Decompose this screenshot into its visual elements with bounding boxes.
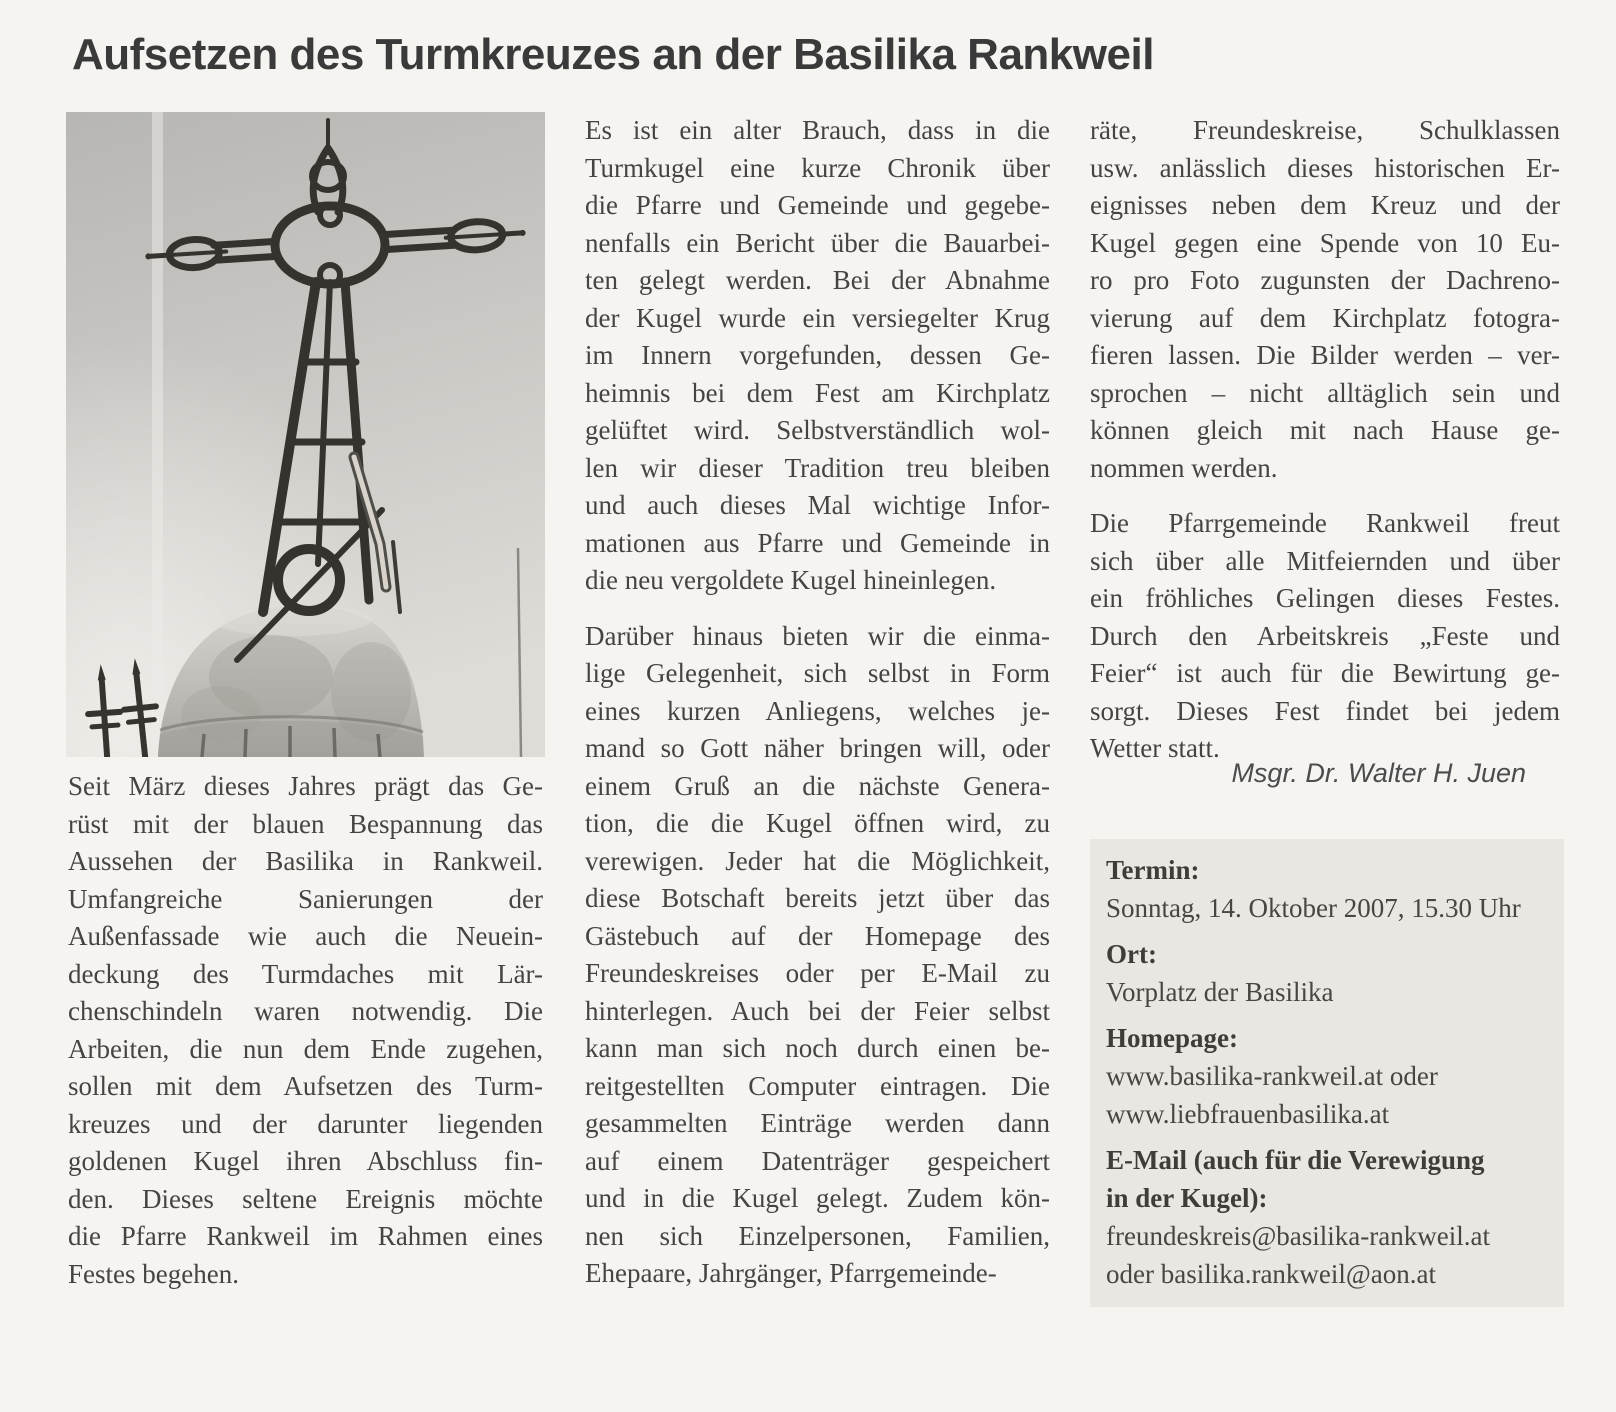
author-signature: Msgr. Dr. Walter H. Juen <box>1231 758 1526 788</box>
info-value: Sonntag, 14. Oktober 2007, 15.30 Uhr <box>1106 893 1521 923</box>
info-section <box>1106 935 1546 1011</box>
info-section <box>1106 1019 1546 1133</box>
text-line: fieren lassen. Die Bilder werden – ver- <box>1090 340 1560 370</box>
text-line: können gleich mit nach Hause ge- <box>1090 415 1560 445</box>
text-line: ro pro Foto zugunsten der Dachreno- <box>1090 265 1560 295</box>
text-line: gelüftet wird. Selbstverständlich wol- <box>585 415 1050 445</box>
text-line: sprochen – nicht alltäglich sein und <box>1090 377 1560 408</box>
text-line: im Innern vorgefunden, dessen Ge- <box>585 340 1050 370</box>
text-line: und in die Kugel gelegt. Zudem kön- <box>585 1183 1050 1213</box>
text-line: reitgestellten Computer eintragen. Die <box>585 1070 1050 1101</box>
text-line: chenschindeln waren notwendig. Die <box>68 996 543 1026</box>
paragraph <box>1090 505 1560 768</box>
text-line: kann man sich noch durch einen be- <box>585 1033 1050 1063</box>
text-line: goldenen Kugel ihren Abschluss fin- <box>68 1146 543 1176</box>
text-line: Kugel gegen eine Spende von 10 Eu- <box>1090 227 1560 258</box>
text-line: kreuzes und der darunter liegenden <box>68 1108 543 1139</box>
text-line: Darüber hinaus bieten wir die einma- <box>585 620 1050 651</box>
text-line: deckung des Turmdaches mit Lär- <box>68 958 543 989</box>
paragraph <box>585 112 1050 600</box>
text-line: Durch den Arbeitskreis „Feste und <box>1090 620 1560 651</box>
text-line: Arbeiten, die nun dem Ende zugehen, <box>68 1033 543 1064</box>
text-line: gesammelten Einträge werden dann <box>585 1108 1050 1138</box>
text-line: len wir dieser Tradition treu bleiben <box>585 452 1050 483</box>
info-section <box>1106 1141 1546 1293</box>
info-value: www.liebfrauenbasilika.at <box>1106 1099 1390 1129</box>
text-line: eines kurzen Anliegens, welches je- <box>585 695 1050 726</box>
text-line: Ehepaare, Jahrgänger, Pfarrgemeinde- <box>585 1258 997 1288</box>
info-value: freundeskreis@basilika-rankweil.at <box>1106 1221 1490 1251</box>
info-value: www.basilika-rankweil.at oder <box>1106 1061 1438 1091</box>
text-line: mationen aus Pfarre und Gemeinde in <box>585 527 1050 558</box>
paragraph <box>68 768 543 1293</box>
info-label: Homepage: <box>1106 1023 1238 1053</box>
text-line: sorgt. Dieses Fest findet bei jedem <box>1090 695 1560 726</box>
text-line: Wetter statt. <box>1090 733 1220 763</box>
info-section <box>1106 851 1546 927</box>
text-line: Seit März dieses Jahres prägt das Ge- <box>68 771 543 801</box>
text-line: die Pfarre und Gemeinde und gegebe- <box>585 190 1050 220</box>
text-line: hinterlegen. Auch bei der Feier selbst <box>585 995 1050 1026</box>
photo-graphic <box>66 112 545 757</box>
text-line: mand so Gott näher bringen will, oder <box>585 733 1050 763</box>
text-line: lige Gelegenheit, sich selbst in Form <box>585 658 1050 688</box>
text-line: diese Botschaft bereits jetzt über das <box>585 883 1050 913</box>
info-label: Ort: <box>1106 939 1157 969</box>
text-line: Festes begehen. <box>68 1258 239 1289</box>
text-line: einem Gruß an die nächste Genera- <box>585 770 1050 801</box>
text-line: nenfalls ein Bericht über die Bauarbei- <box>585 227 1050 258</box>
text-line: und auch dieses Mal wichtige Infor- <box>585 490 1050 520</box>
text-line: der Kugel wurde ein versiegelter Krug <box>585 302 1050 333</box>
text-line: Außenfassade wie auch die Neuein- <box>68 921 543 951</box>
text-line: verewigen. Jeder hat die Möglichkeit, <box>585 845 1050 876</box>
info-label: in der Kugel): <box>1106 1183 1268 1213</box>
text-line: ten gelegt werden. Bei der Abnahme <box>585 265 1050 295</box>
text-line: Es ist ein alter Brauch, dass in die <box>585 115 1050 145</box>
text-line: Turmkugel eine kurze Chronik über <box>585 152 1050 183</box>
photo-turmkreuz <box>66 112 545 757</box>
text-line: Die Pfarrgemeinde Rankweil freut <box>1090 508 1560 538</box>
info-value: oder basilika.rankweil@aon.at <box>1106 1259 1436 1289</box>
text-line: eignisses neben dem Kreuz und der <box>1090 190 1560 220</box>
column-left <box>68 768 543 1293</box>
info-label: E-Mail (auch für die Verewigung <box>1106 1145 1485 1175</box>
text-line: nommen werden. <box>1090 452 1278 483</box>
text-line: vierung auf dem Kirchplatz fotogra- <box>1090 302 1560 333</box>
text-line: rüst mit der blauen Bespannung das <box>68 808 543 839</box>
text-line: heimnis bei dem Fest am Kirchplatz <box>585 377 1050 408</box>
text-line: Feier“ ist auch für die Bewirtung ge- <box>1090 658 1560 688</box>
text-line: auf einem Datenträger gespeichert <box>585 1145 1050 1176</box>
text-line: Gästebuch auf der Homepage des <box>585 920 1050 951</box>
text-line: Aussehen der Basilika in Rankweil. <box>68 846 543 876</box>
text-line: sollen mit dem Aufsetzen des Turm- <box>68 1071 543 1101</box>
info-label: Termin: <box>1106 855 1200 885</box>
text-line: sich über alle Mitfeiernden und über <box>1090 545 1560 576</box>
text-line: räte, Freundeskreise, Schulklassen <box>1090 115 1560 145</box>
text-line: den. Dieses seltene Ereignis möchte <box>68 1183 543 1214</box>
column-right <box>1090 112 1560 768</box>
info-box <box>1090 839 1564 1307</box>
text-line: Umfangreiche Sanierungen der <box>68 883 543 914</box>
article-title: Aufsetzen des Turmkreuzes an der Basilika Rankweil <box>72 30 1154 79</box>
text-line: die Pfarre Rankweil im Rahmen eines <box>68 1221 543 1251</box>
column-middle <box>585 112 1050 1293</box>
text-line: tion, die die Kugel öffnen wird, zu <box>585 808 1050 838</box>
text-line: die neu vergoldete Kugel hineinlegen. <box>585 565 997 595</box>
paragraph <box>585 618 1050 1293</box>
text-line: ein fröhliches Gelingen dieses Festes. <box>1090 583 1560 613</box>
text-line: nen sich Einzelpersonen, Familien, <box>585 1220 1050 1251</box>
paragraph <box>1090 112 1560 487</box>
text-line: Freundeskreises oder per E-Mail zu <box>585 958 1050 988</box>
scan-artifact-strip <box>152 112 163 757</box>
info-value: Vorplatz der Basilika <box>1106 977 1334 1007</box>
text-line: usw. anlässlich dieses historischen Er- <box>1090 152 1560 183</box>
